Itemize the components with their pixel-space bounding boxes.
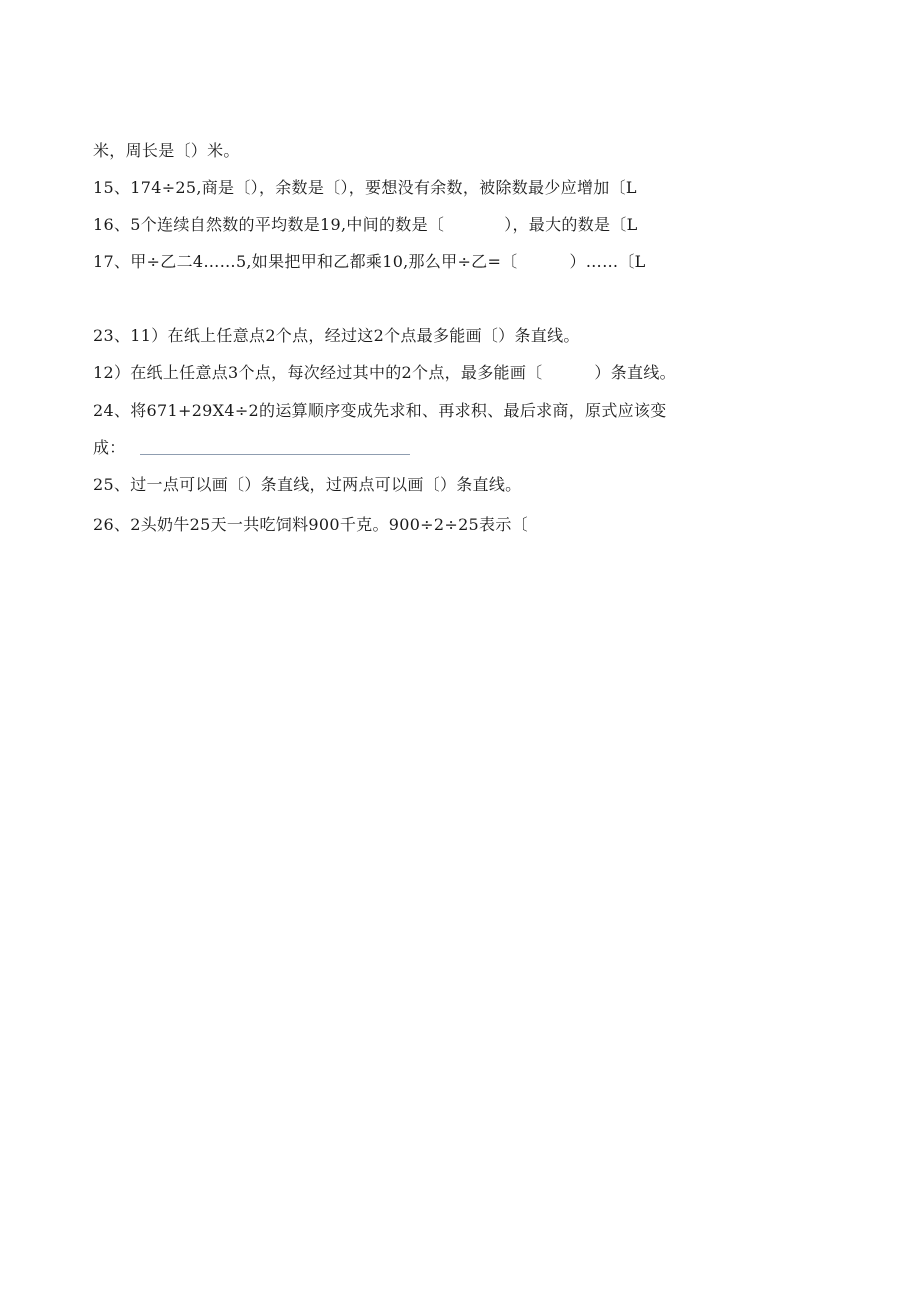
question-14-continuation [93, 141, 240, 161]
line-text-part2: ），最大的数是〔L [504, 215, 638, 234]
line-text-part1: 12）在纸上任意点3个点，每次经过其中的2个点，最多能画〔 [93, 363, 543, 382]
line-text: 15、174÷25,商是〔），余数是〔），要想没有余数，被除数最少应增加〔L [93, 178, 637, 197]
question-23-part-11 [93, 326, 580, 346]
question-26 [93, 515, 528, 535]
question-23-part-12 [93, 363, 676, 383]
question-24-continuation [93, 438, 410, 458]
question-15 [93, 178, 637, 198]
line-text-part1: 16、5个连续自然数的平均数是19,中间的数是〔 [93, 215, 445, 234]
line-text: 成： [93, 438, 126, 457]
line-text: 26、2头奶牛25天一共吃饲料900千克。900÷2÷25表示〔 [93, 515, 528, 534]
line-text: 24、将671+29X4÷2的运算顺序变成先求和、再求积、最后求商，原式应该变 [93, 401, 667, 420]
answer-underline [140, 442, 410, 455]
question-17 [93, 252, 646, 272]
line-text: 25、过一点可以画〔）条直线，过两点可以画〔）条直线。 [93, 475, 522, 494]
question-16 [93, 215, 638, 235]
line-text: 米，周长是〔）米。 [93, 141, 240, 160]
line-text: 23、11）在纸上任意点2个点，经过这2个点最多能画〔）条直线。 [93, 326, 580, 345]
line-text-part1: 17、甲÷乙二4……5,如果把甲和乙都乘10,那么甲÷乙=〔 [93, 252, 518, 271]
question-24 [93, 401, 667, 421]
line-text-part2: ）条直线。 [594, 363, 676, 382]
line-text-part2: ）……〔L [569, 252, 646, 271]
question-25 [93, 475, 521, 495]
